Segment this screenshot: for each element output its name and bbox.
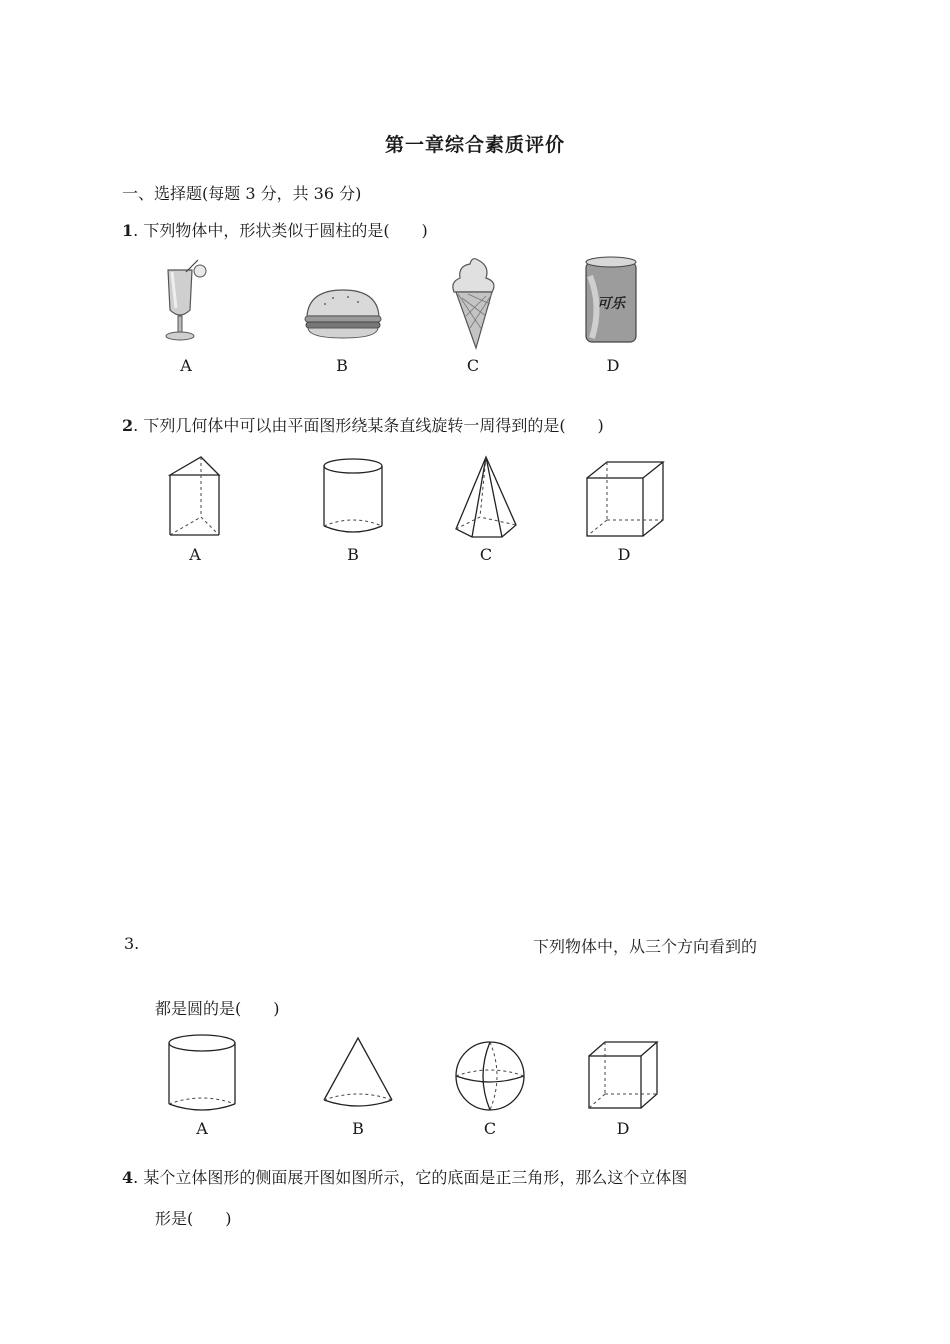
q2-option-a-label: A (189, 545, 201, 564)
q2-option-d-label: D (617, 545, 631, 564)
cola-can-text: 可乐 (597, 296, 625, 312)
question-2 (122, 413, 604, 436)
question-2-number: 2 (122, 416, 134, 435)
sphere-shape (454, 1040, 526, 1112)
question-4-number: 4 (122, 1168, 134, 1187)
section-heading: 一、选择题(每题 3 分，共 36 分) (122, 184, 362, 203)
q2-option-b-label: B (347, 545, 359, 564)
question-2-text: . 下列几何体中可以由平面图形绕某条直线旋转一周得到的是( ) (133, 416, 604, 435)
question-3-text: 下列物体中，从三个方向看到的 (533, 937, 758, 956)
cube-shape (585, 460, 665, 538)
q1-option-c-label: C (466, 356, 480, 375)
goblet-glass-image (160, 258, 210, 343)
question-1-number: 1 (122, 221, 134, 240)
q3-option-d-label: D (616, 1119, 630, 1138)
q1-option-b-label: B (336, 356, 348, 375)
cylinder-shape (320, 458, 386, 536)
triangular-prism-shape (165, 455, 225, 540)
cube-shape-q3 (587, 1040, 659, 1112)
page-title: 第一章综合素质评价 (384, 134, 565, 156)
question-1-text: . 下列物体中，形状类似于圆柱的是( ) (133, 221, 428, 240)
question-3-number: 3. (124, 934, 140, 953)
question-4-text-line2: 形是( ) (155, 1209, 232, 1228)
q3-option-b-label: B (352, 1119, 364, 1138)
q3-option-a-label: A (196, 1119, 208, 1138)
q1-option-a-label: A (180, 356, 192, 375)
question-1 (122, 218, 428, 241)
hamburger-image (303, 288, 383, 343)
cola-can-image (584, 256, 640, 348)
q3-option-c-label: C (483, 1119, 497, 1138)
q2-option-c-label: C (479, 545, 493, 564)
question-4-text: . 某个立体图形的侧面展开图如图所示，它的底面是正三角形，那么这个立体图 (133, 1168, 688, 1187)
q1-option-d-label: D (606, 356, 620, 375)
question-4 (122, 1165, 687, 1188)
pentagonal-pyramid-shape (450, 455, 520, 539)
question-3-text-line2: 都是圆的是( ) (155, 999, 280, 1018)
ice-cream-cone-image (446, 256, 502, 351)
cylinder-shape-q3 (166, 1034, 238, 1114)
cone-shape (322, 1036, 394, 1112)
